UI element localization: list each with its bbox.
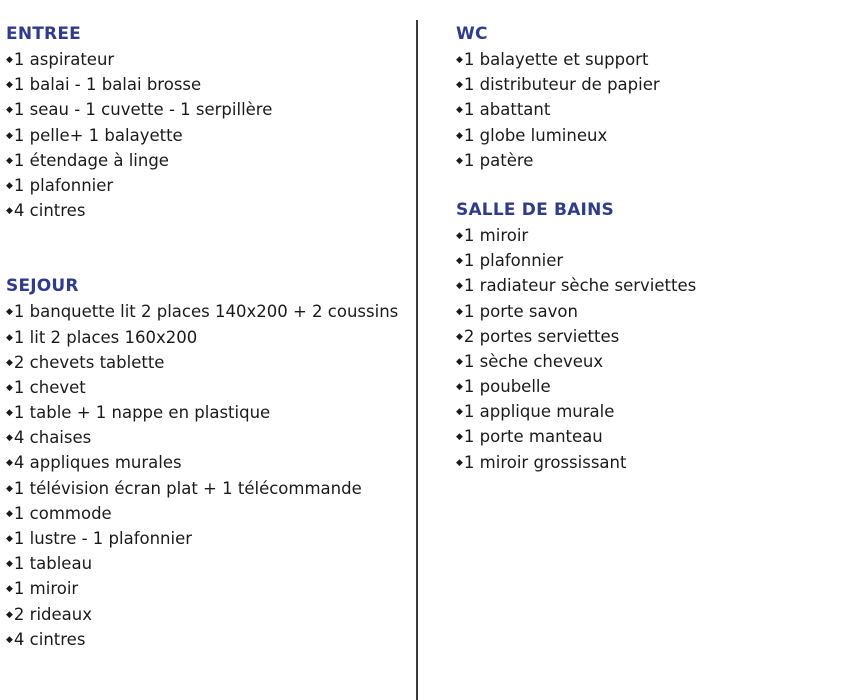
item-text: 1 plafonnier <box>463 251 564 271</box>
bullet-icon: ◆ <box>6 332 13 343</box>
list-item <box>456 72 856 97</box>
list-item <box>456 97 856 122</box>
list-item <box>6 375 406 400</box>
bullet-icon: ◆ <box>456 230 463 241</box>
bullet-icon: ◆ <box>456 331 463 342</box>
bullet-icon: ◆ <box>6 105 13 116</box>
list-item <box>6 148 406 173</box>
section-title-wc: WC <box>456 24 488 44</box>
item-text: 1 miroir grossissant <box>463 452 627 472</box>
bullet-icon: ◆ <box>6 634 13 645</box>
item-text: 1 commode <box>13 503 112 523</box>
list-item <box>6 627 406 652</box>
list-item <box>6 602 406 627</box>
bullet-icon: ◆ <box>6 508 13 519</box>
item-text: 1 étendage à linge <box>13 150 169 170</box>
bullet-icon: ◆ <box>6 408 13 419</box>
bullet-icon: ◆ <box>456 130 463 141</box>
bullet-icon: ◆ <box>456 105 463 116</box>
bullet-icon: ◆ <box>456 457 463 468</box>
list-item <box>456 399 856 424</box>
item-text: 1 miroir <box>13 579 79 599</box>
list-item <box>6 173 406 198</box>
section-title-sejour: SEJOUR <box>6 276 79 297</box>
list-item <box>456 248 856 273</box>
bullet-icon: ◆ <box>6 458 13 469</box>
bullet-icon: ◆ <box>6 206 13 217</box>
section-wc <box>456 22 856 173</box>
bullet-icon: ◆ <box>456 80 463 91</box>
item-text: 1 sèche cheveux <box>463 351 604 371</box>
list-item <box>6 400 406 425</box>
item-text: 1 radiateur sèche serviettes <box>463 276 697 296</box>
bullet-icon: ◆ <box>456 256 463 267</box>
item-text: 4 chaises <box>13 428 92 448</box>
section-title-salle-de-bains: SALLE DE BAINS <box>456 199 614 220</box>
item-text: 1 lit 2 places 160x200 <box>13 327 198 347</box>
section-entree <box>6 22 406 223</box>
list-item <box>6 576 406 601</box>
item-list-salle-de-bains <box>456 223 856 475</box>
item-text: 1 balai - 1 balai brosse <box>13 75 202 95</box>
item-text: 4 cintres <box>13 201 86 221</box>
section-title-entree: ENTREE <box>6 24 81 44</box>
item-text: 1 aspirateur <box>13 50 115 69</box>
list-item <box>6 97 406 122</box>
bullet-icon: ◆ <box>6 609 13 620</box>
list-item <box>456 349 856 374</box>
item-text: 2 chevets tablette <box>13 352 165 372</box>
bullet-icon: ◆ <box>6 534 13 544</box>
item-text: 1 globe lumineux <box>463 125 608 145</box>
section-spacer <box>456 173 856 198</box>
item-text: 1 balayette et support <box>463 50 649 69</box>
bullet-icon: ◆ <box>6 584 13 595</box>
list-item <box>6 551 406 576</box>
list-item <box>6 425 406 450</box>
item-text: 1 lustre - 1 plafonnier <box>13 529 193 548</box>
item-text: 1 patère <box>463 150 534 170</box>
section-salle-de-bains <box>456 198 856 475</box>
bullet-icon: ◆ <box>6 155 13 166</box>
bullet-icon: ◆ <box>6 55 13 65</box>
list-item <box>6 72 406 97</box>
item-text: 1 miroir <box>463 225 529 245</box>
bullet-icon: ◆ <box>456 55 463 65</box>
item-text: 1 pelle+ 1 balayette <box>13 125 183 145</box>
item-text: 1 abattant <box>463 100 551 120</box>
list-item <box>6 476 406 501</box>
list-item <box>456 299 856 324</box>
bullet-icon: ◆ <box>456 407 463 418</box>
bullet-icon: ◆ <box>456 356 463 367</box>
bullet-icon: ◆ <box>6 130 13 141</box>
list-item <box>6 450 406 475</box>
item-text: 1 porte manteau <box>463 427 603 447</box>
item-list-sejour <box>6 299 406 652</box>
list-item <box>6 123 406 148</box>
item-text: 1 tableau <box>13 554 93 574</box>
list-item <box>6 526 406 551</box>
column-divider <box>416 20 418 700</box>
bullet-icon: ◆ <box>6 357 13 368</box>
bullet-icon: ◆ <box>6 80 13 91</box>
bullet-icon: ◆ <box>456 382 463 393</box>
list-item <box>456 223 856 248</box>
list-item <box>456 424 856 449</box>
bullet-icon: ◆ <box>6 307 13 318</box>
item-text: 2 portes serviettes <box>463 326 620 346</box>
item-text: 1 seau - 1 cuvette - 1 serpillère <box>13 100 273 120</box>
list-item <box>456 450 856 475</box>
item-text: 1 table + 1 nappe en plastique <box>13 403 271 423</box>
item-text: 1 télévision écran plat + 1 télécommande <box>13 478 362 498</box>
list-item <box>6 47 406 72</box>
list-item <box>456 47 856 72</box>
list-item <box>456 148 856 173</box>
bullet-icon: ◆ <box>456 432 463 443</box>
list-item <box>6 299 406 324</box>
list-item <box>6 501 406 526</box>
item-list-wc <box>456 47 856 173</box>
section-sejour <box>6 274 406 652</box>
item-text: 4 cintres <box>13 629 86 649</box>
item-text: 4 appliques murales <box>13 453 182 473</box>
right-column <box>456 22 856 475</box>
item-list-entree <box>6 47 406 223</box>
list-item <box>456 273 856 298</box>
left-column <box>6 22 406 652</box>
item-text: 1 poubelle <box>463 377 551 397</box>
bullet-icon: ◆ <box>6 483 13 494</box>
item-text: 1 porte savon <box>463 301 578 321</box>
item-text: 1 applique murale <box>463 402 615 422</box>
bullet-icon: ◆ <box>456 281 463 292</box>
section-spacer <box>6 223 406 274</box>
bullet-icon: ◆ <box>6 382 13 393</box>
item-text: 2 rideaux <box>13 604 92 624</box>
list-item <box>6 198 406 223</box>
list-item <box>456 123 856 148</box>
list-item <box>6 325 406 350</box>
list-item <box>456 324 856 349</box>
bullet-icon: ◆ <box>456 155 463 166</box>
item-text: 1 banquette lit 2 places 140x200 + 2 coussins <box>13 302 399 322</box>
item-text: 1 plafonnier <box>13 175 114 195</box>
bullet-icon: ◆ <box>6 433 13 444</box>
list-item <box>6 350 406 375</box>
bullet-icon: ◆ <box>6 559 13 570</box>
bullet-icon: ◆ <box>6 180 13 191</box>
item-text: 1 distributeur de papier <box>463 75 660 95</box>
bullet-icon: ◆ <box>456 306 463 317</box>
item-text: 1 chevet <box>13 377 86 397</box>
list-item <box>456 374 856 399</box>
